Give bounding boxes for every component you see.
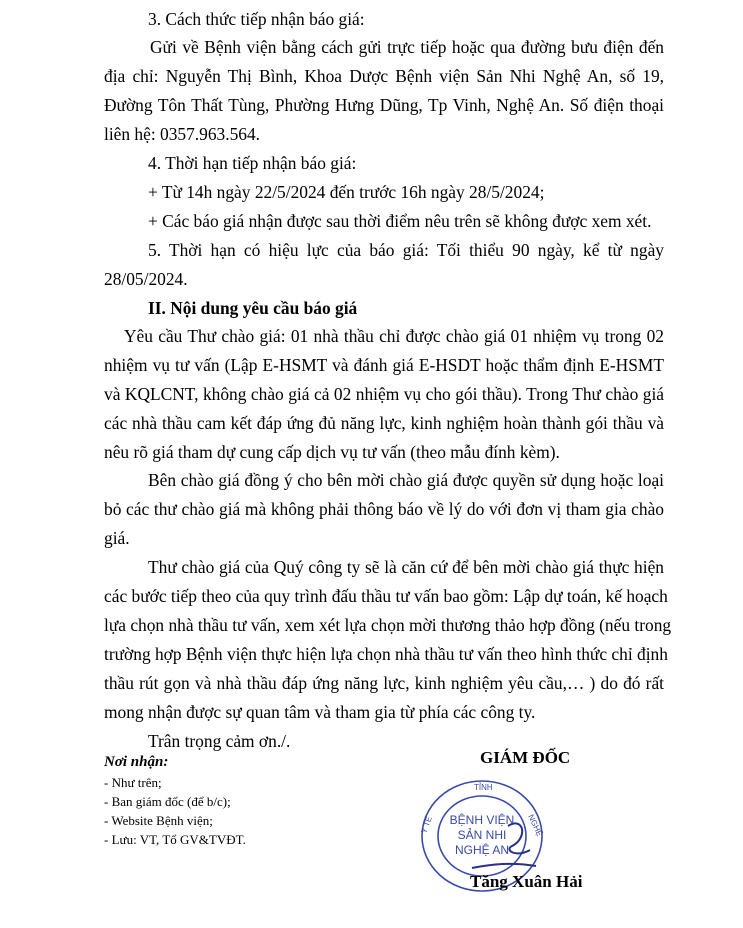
body-line: mong nhận được sự quan tâm và tham gia từ phía các công ty. — [104, 702, 536, 722]
body-line: nhiệm vụ tư vấn (Lập E-HSMT và đánh giá E-HSDT hoặc thẩm định E-HSMT — [104, 355, 664, 375]
signer-name: Tăng Xuân Hải — [470, 872, 583, 891]
recipient-item: - Website Bệnh viện; — [104, 813, 213, 828]
section-3-heading: 3. Cách thức tiếp nhận báo giá: — [148, 9, 365, 29]
recipients-title: Nơi nhận: — [104, 754, 169, 770]
body-line: các bước tiếp theo của quy trình đấu thầu tư vấn bao gồm: Lập dự toán, kế hoạch — [104, 586, 668, 606]
body-line: Yêu cầu Thư chào giá: 01 nhà thầu chỉ được chào giá 01 nhiệm vụ trong 02 — [124, 326, 664, 346]
stamp-left-arc: Y TẾ — [419, 815, 434, 835]
section-4-heading: 4. Thời hạn tiếp nhận báo giá: — [148, 153, 357, 173]
body-line: 28/05/2024. — [104, 269, 188, 289]
body-line: + Từ 14h ngày 22/5/2024 đến trước 16h ngày 28/5/2024; — [148, 182, 545, 202]
body-line: Bên chào giá đồng ý cho bên mời chào giá được quyền sử dụng hoặc loại — [148, 470, 664, 490]
recipient-item: - Như trên; — [104, 775, 162, 790]
body-line: các nhà thầu cam kết đáp ứng đủ năng lực, kinh nghiệm hoàn thành gói thầu và — [104, 413, 664, 433]
body-line: liên hệ: 0357.963.564. — [104, 124, 261, 144]
stamp-line-2: SẢN NHI — [457, 828, 507, 842]
recipient-item: - Ban giám đốc (để b/c); — [104, 794, 231, 809]
signer-position: GIÁM ĐỐC — [480, 748, 571, 767]
section-ii-heading: II. Nội dung yêu cầu báo giá — [148, 298, 358, 318]
body-line: thầu rút gọn và nhà thầu đáp ứng năng lực, kinh nghiệm yêu cầu,… ) do đó rất — [104, 673, 664, 693]
body-line: địa chỉ: Nguyễn Thị Bình, Khoa Dược Bệnh viện Sản Nhi Nghệ An, số 19, — [104, 66, 664, 86]
body-line: Đường Tôn Thất Tùng, Phường Hưng Dũng, Tp Vinh, Nghệ An. Số điện thoại — [104, 95, 664, 115]
body-line: bỏ các thư chào giá mà không phải thông báo về lý do với đơn vị tham gia chào — [104, 499, 664, 519]
body-line: Gửi về Bệnh viện bằng cách gửi trực tiếp hoặc qua đường bưu điện đến — [150, 37, 664, 57]
recipient-item: - Lưu: VT, Tổ GV&TVĐT. — [104, 832, 246, 847]
body-line: lựa chọn nhà thầu tư vấn, xem xét lựa chọn mời thương thảo hợp đồng (nếu trong — [104, 615, 672, 635]
body-line: trường hợp Bệnh viện thực hiện lựa chọn nhà thầu tư vấn theo hình thức chỉ định — [104, 644, 668, 664]
body-line: và KQLCNT, không chào giá cả 02 nhiệm vụ cho gói thầu). Trong Thư chào giá — [104, 384, 664, 404]
stamp-line-3: NGHỆ AN — [454, 843, 510, 857]
stamp-line-1: BỆNH VIỆN — [449, 813, 515, 827]
body-line: Thư chào giá của Quý công ty sẽ là căn cứ để bên mời chào giá thực hiện — [148, 557, 664, 577]
section-5-heading: 5. Thời hạn có hiệu lực của báo giá: Tối thiểu 90 ngày, kể từ ngày — [148, 240, 664, 260]
closing-line: Trân trọng cảm ơn./. — [148, 731, 291, 751]
body-line: giá. — [104, 528, 130, 548]
body-line: + Các báo giá nhận được sau thời điểm nêu trên sẽ không được xem xét. — [148, 211, 652, 231]
body-line: nêu rõ giá tham dự cung cấp dịch vụ tư vấn (theo mẫu đính kèm). — [104, 442, 560, 462]
stamp-top-arc: TỈNH — [474, 783, 493, 792]
stamp-right-arc: NGHỆ — [526, 813, 545, 838]
